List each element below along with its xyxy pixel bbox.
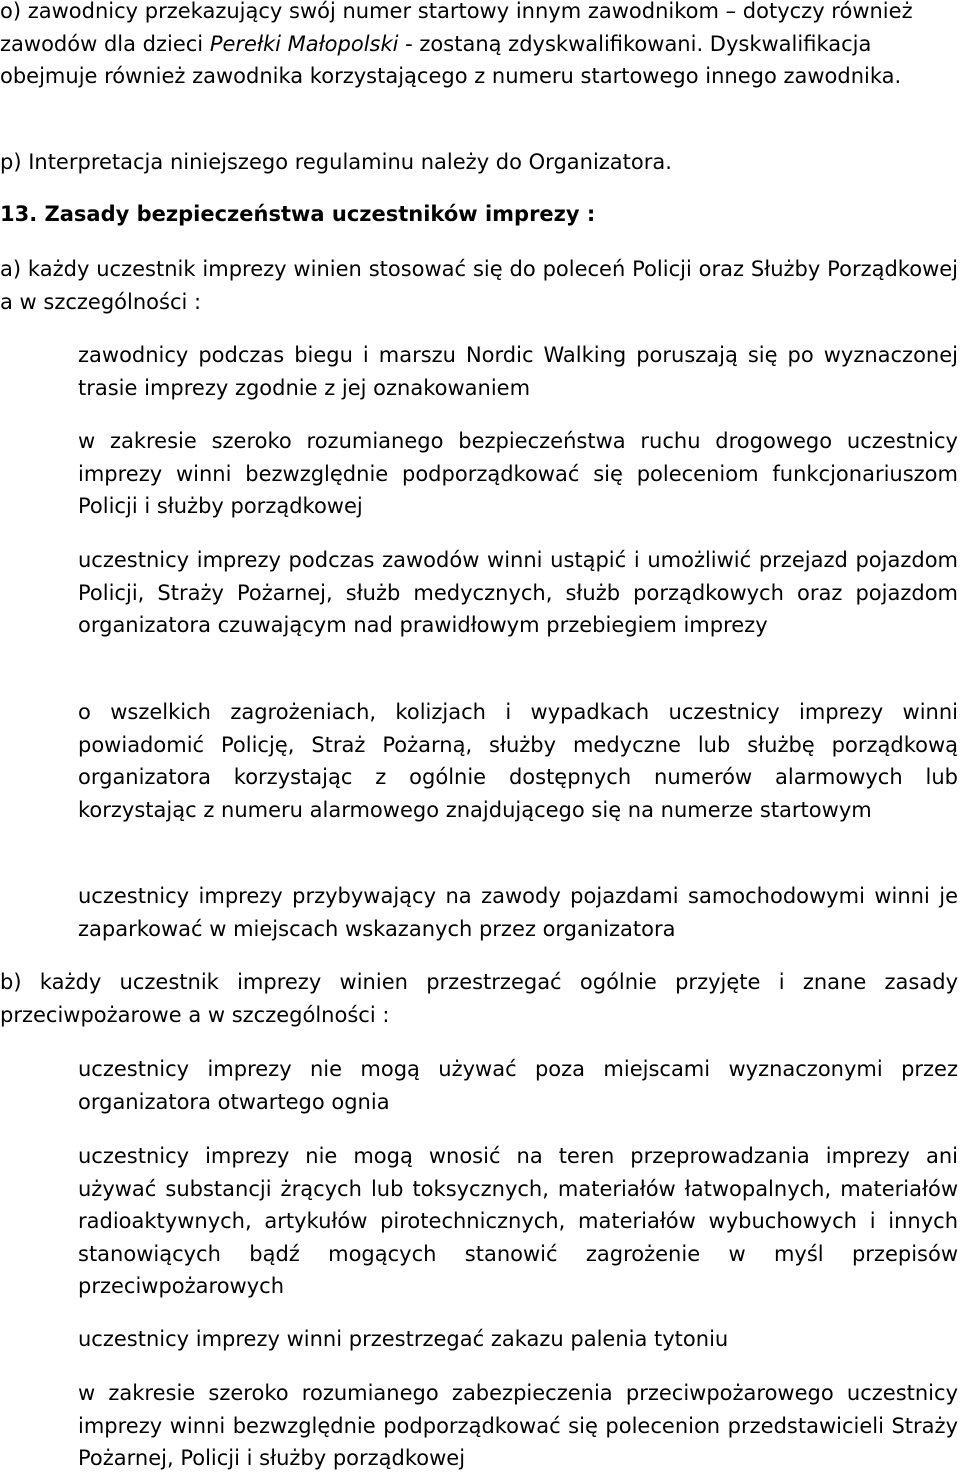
paragraph-o [0, 0, 958, 93]
list-item-a-1: zawodnicy podczas biegu i marszu Nordic Walking poruszają się po wyznaczonej trasie imprezy zgodnie z jej oznakowaniem [78, 343, 958, 400]
list-item-a-2: w zakresie szeroko rozumianego bezpieczeństwa ruchu drogowego uczestnicy imprezy winni bezwzględnie podporządkować się poleceniom funkcjonariuszom Policji i służby porządkowej [78, 429, 958, 518]
list-item-b-2: uczestnicy imprezy nie mogą wnosić na teren przeprowadzania imprezy ani używać substancji żrących lub toksycznych, materiałów łatwopalnych, materiałów radioaktywnych, artykułów pirotechnicznych, materiałów wybuchowych i innych stanowiących bądź mogących stanowić zagrożenie w myśl przepisów przeciwpożarowych [78, 1144, 958, 1298]
paragraph-o-italic-name: Perełki Małopolski [209, 31, 399, 56]
paragraph-o-text-2: - zostaną zdyskwalifikowani. Dyskwalifikacja obejmuje również zawodnika korzystającego z numeru startowego innego zawodnika. [0, 31, 902, 88]
paragraph-o-text-1: o) zawodnicy przekazujący swój numer startowy innym zawodnikom – dotyczy również zawodów dla dzieci [0, 0, 913, 56]
list-item-a-5: uczestnicy imprezy przybywający na zawody pojazdami samochodowymi winni je zaparkować w miejscach wskazanych przez organizatora [78, 884, 958, 941]
section-heading: 13. Zasady bezpieczeństwa uczestników imprezy : [0, 202, 596, 226]
list-item-b-4: w zakresie szeroko rozumianego zabezpieczenia przeciwpożarowego uczestnicy imprezy winni bezwzględnie podporządkować się polecenion przedstawicieli Straży Pożarnej, Policji i służby porządkowej [78, 1381, 958, 1470]
paragraph-p: p) Interpretacja niniejszego regulaminu należy do Organizatora. [0, 150, 672, 174]
list-item-b-3: uczestnicy imprezy winni przestrzegać zakazu palenia tytoniu [78, 1327, 729, 1351]
paragraph-b: b) każdy uczestnik imprezy winien przestrzegać ogólnie przyjęte i znane zasady przeciwpożarowe a w szczególności : [0, 970, 958, 1027]
paragraph-a: a) każdy uczestnik imprezy winien stosować się do poleceń Policji oraz Służby Porządkowej a w szczególności : [0, 257, 958, 314]
list-item-a-4: o wszelkich zagrożeniach, kolizjach i wypadkach uczestnicy imprezy winni powiadomić Policję, Straż Pożarną, służby medyczne lub służbę porządkową organizatora korzystając z ogólnie dostępnych numerów alarmowych lub korzystając z numeru alarmowego znajdującego się na numerze startowym [78, 700, 958, 822]
list-item-a-3: uczestnicy imprezy podczas zawodów winni ustąpić i umożliwić przejazd pojazdom Policji, Straży Pożarnej, służb medycznych, służb porządkowych oraz pojazdom organizatora czuwającym nad prawidłowym przebiegiem imprezy [78, 548, 958, 637]
list-item-b-1: uczestnicy imprezy nie mogą używać poza miejscami wyznaczonymi przez organizatora otwartego ognia [78, 1057, 958, 1114]
